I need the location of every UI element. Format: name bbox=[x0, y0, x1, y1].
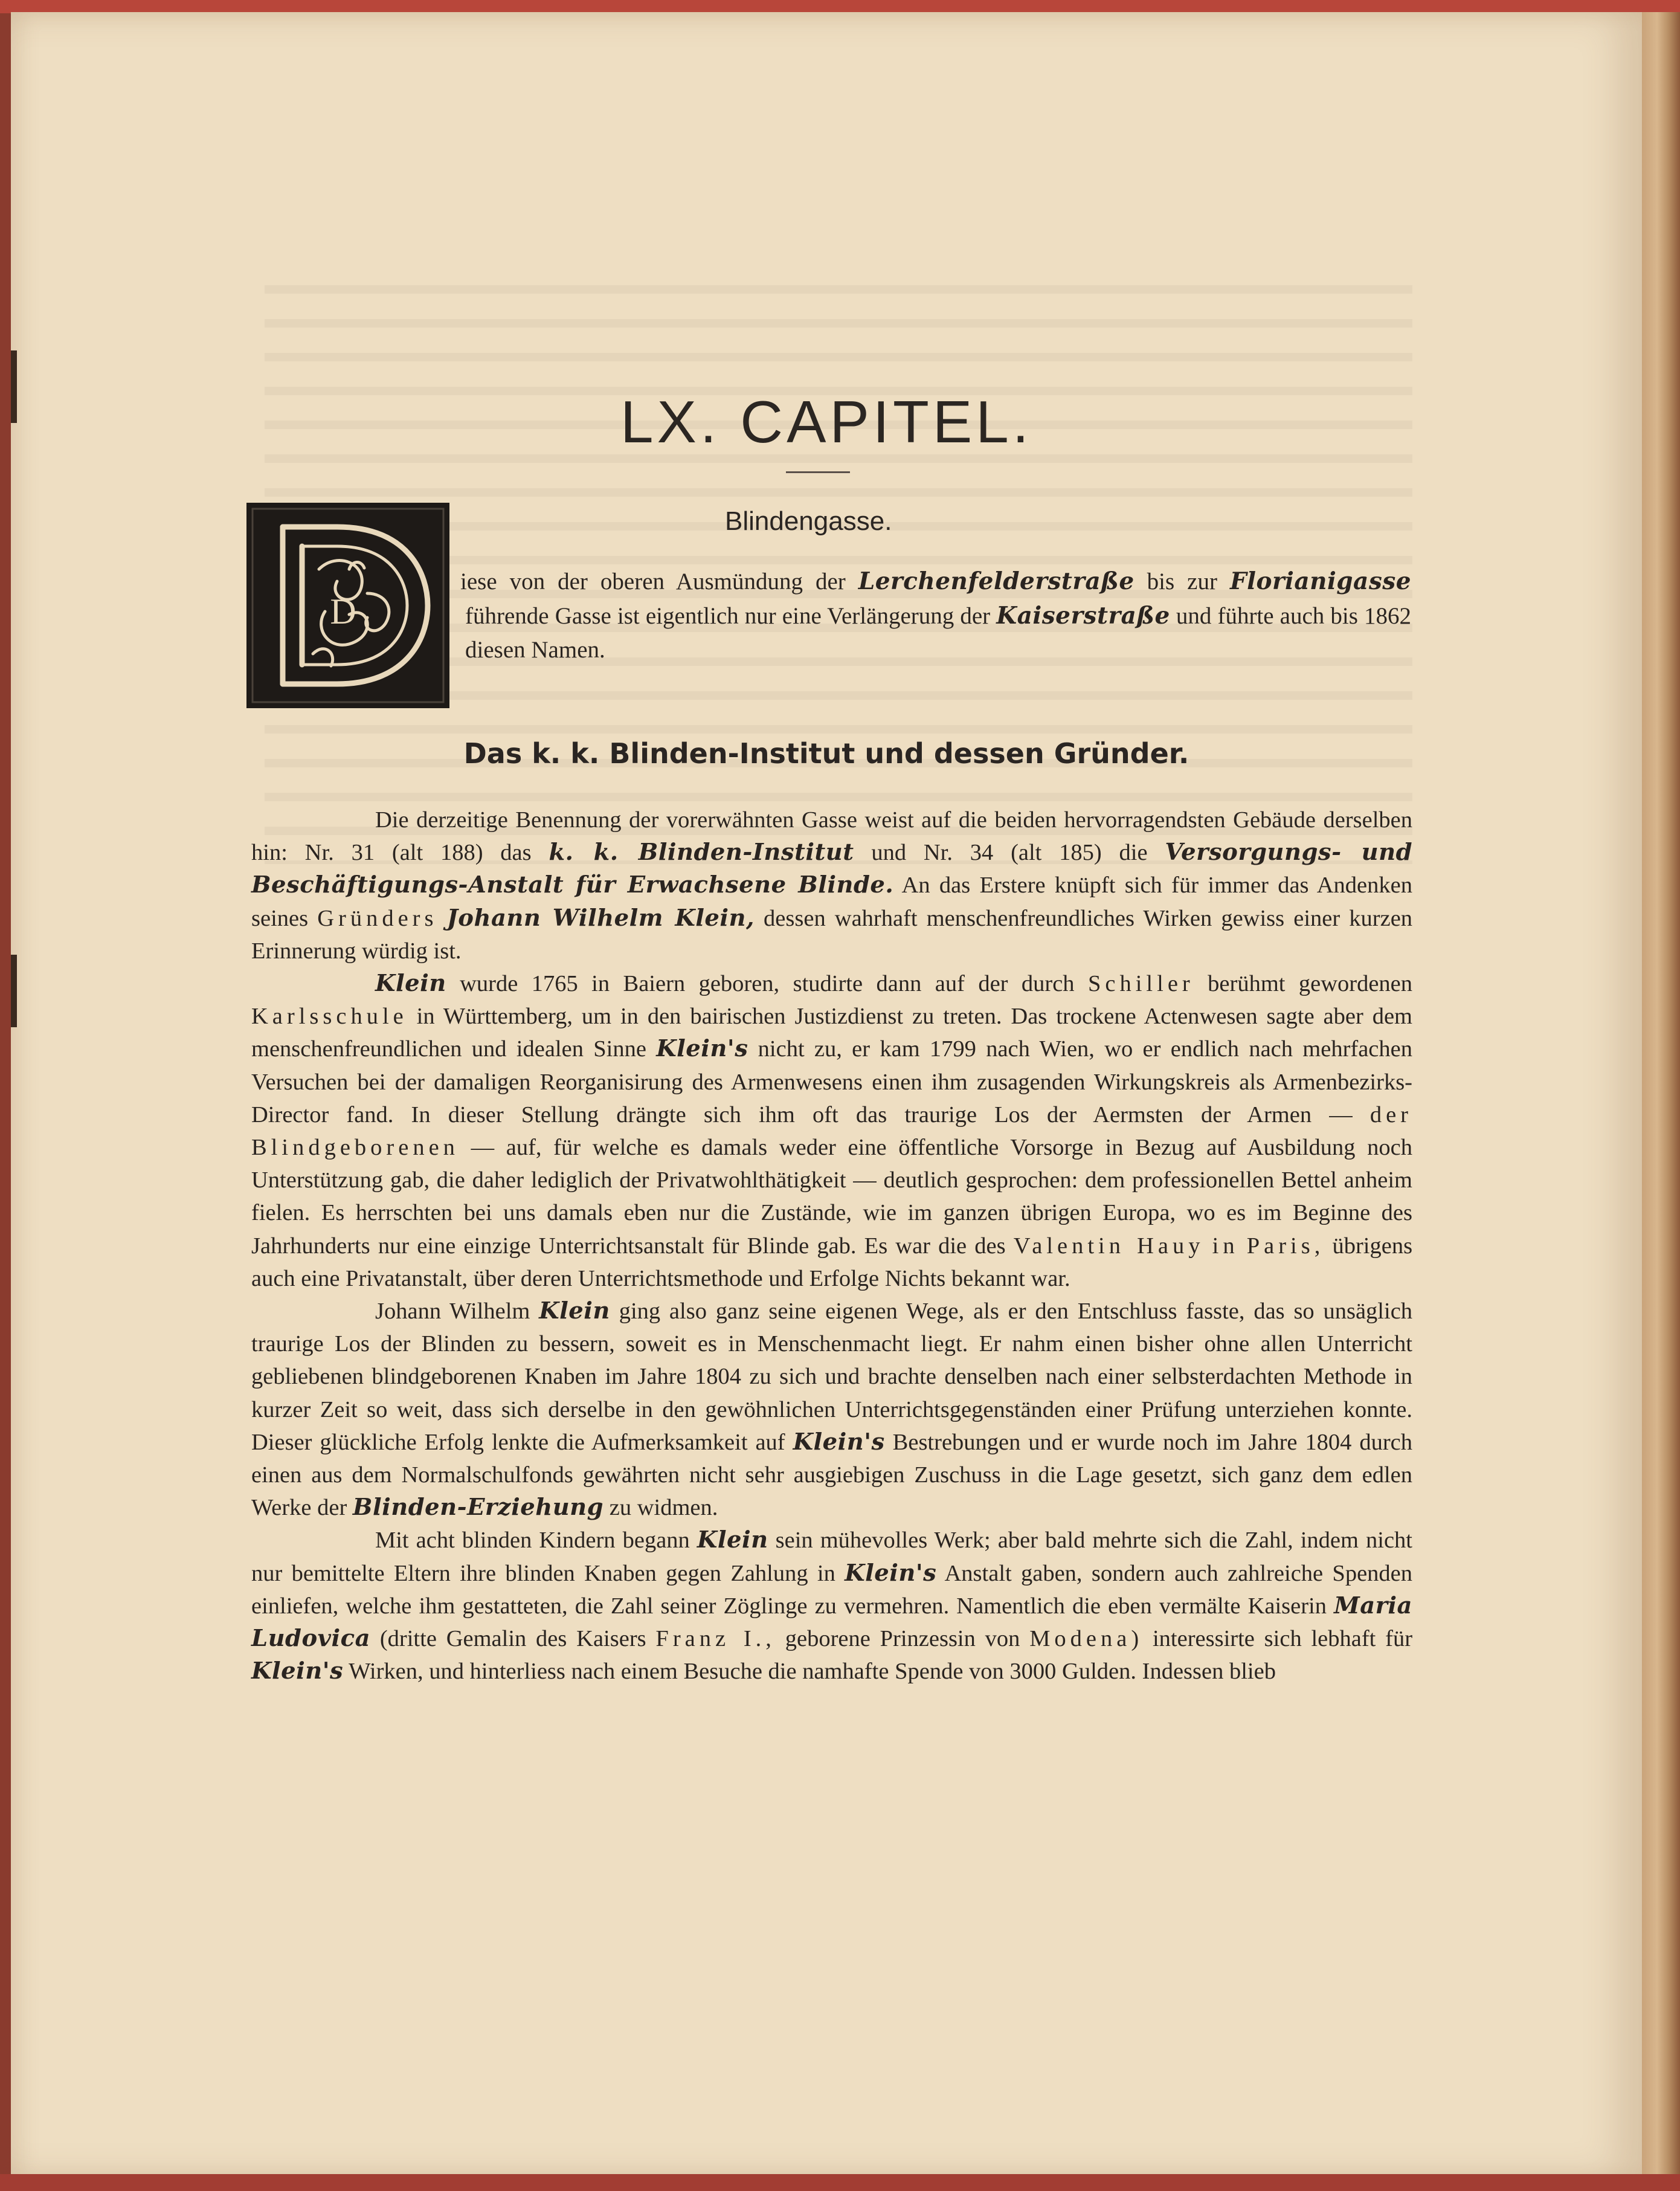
paragraph-4 bbox=[251, 1524, 1412, 1688]
text-run: interessirte sich lebhaft für bbox=[1152, 1626, 1413, 1652]
paragraph-1 bbox=[251, 804, 1412, 967]
text-run: ging also ganz seine eigenen Wege, als er den Entschluss fasste, das so unsäglich traurige Los der Blinden zu bessern, soweit es in Menschenmacht liegt. Er nahm einen bisher ohne allen Unterricht gebliebenen blindgeborenen Knaben im Jahre 1804 zu sich und brachte denselben nach einer selbsterdachten Methode in kurzer Zeit so weit, dass sich derselbe in den gewöhnlichen Unterrichtsgegenständen einer Prüfung unterziehen konnte. Dieser glückliche Erfolg lenkte die Aufmerksamkeit auf bbox=[251, 1299, 1413, 1455]
text-run: dessen wahrhaft menschenfreundliches Wirken gewiss einer kurzen Erinnerung würdig ist. bbox=[251, 905, 1413, 964]
emphasis: Klein bbox=[539, 1297, 610, 1325]
text-run: nicht zu, er kam 1799 nach Wien, wo er endlich nach mehrfachen Versuchen bei der damaligen Reorganisirung des Armenwesens einen ihm zusagenden Wirkungskreis als Armenbezirks-Director fand. In dieser Stellung drängte sich ihm oft das traurige Los der Aermsten der Armen — bbox=[251, 1036, 1412, 1128]
paragraph-2 bbox=[251, 967, 1412, 1295]
street-name: Lerchenfelderstraße bbox=[858, 567, 1134, 595]
text-run: Die derzeitige Benennung der vorerwähnten Gasse weist auf die beiden hervorragendsten Gebäude derselben hin: Nr. 31 (alt 188) das bbox=[251, 807, 1412, 866]
emphasis: Klein bbox=[697, 1526, 768, 1554]
title-rule bbox=[786, 471, 850, 473]
chapter-title: LX. CAPITEL. bbox=[620, 389, 1032, 455]
spaced-text: Franz I., bbox=[655, 1626, 776, 1652]
text-run: sein mühevolles Werk; aber bald mehrte sich die Zahl, indem nicht nur bemittelte Eltern ihre blinden Knaben gegen Zahlung in bbox=[251, 1528, 1412, 1586]
intro-paragraph bbox=[460, 564, 1412, 667]
paragraph-3 bbox=[251, 1295, 1412, 1524]
drop-cap-letter: D bbox=[330, 592, 356, 631]
text-run: berühmt gewordenen bbox=[1208, 971, 1413, 997]
spaced-text: Gründers bbox=[317, 905, 438, 931]
emphasis: Maria Ludovica bbox=[251, 1592, 1412, 1653]
intro-text: iese von der oberen Ausmündung der bbox=[460, 569, 846, 595]
text-run: Mit acht blinden Kindern begann bbox=[375, 1528, 690, 1554]
emphasis: Klein's bbox=[656, 1035, 748, 1063]
ornamental-initial-d bbox=[246, 503, 449, 708]
street-name: Kaiserstraße bbox=[996, 602, 1170, 630]
body-text bbox=[251, 804, 1412, 1688]
spaced-text: Modena) bbox=[1029, 1626, 1144, 1652]
book-cover-top bbox=[0, 0, 1680, 13]
text-run: Bestrebungen und er wurde noch im Jahre 1804 durch einen aus dem Normalschulfonds gewährten nicht sehr ausgiebigen Zuschuss in die Lage gesetzt, sich ganz dem edlen Werke der bbox=[251, 1429, 1413, 1521]
emphasis: Klein bbox=[375, 970, 446, 998]
text-run: — auf, für welche es damals weder eine öffentliche Vorsorge in Bezug auf Ausbildung noch Unterstützung gab, die daher lediglich der Privatwohlthätigkeit — deutlich gesprochen: dem professionellen Bettel anheim fielen. Es herrschten bei uns damals eben nur die Zustände, wie im ganzen übrigen Europa, wo es im Beginne des Jahrhunderts nur eine einzige Unterrichtsanstalt für Blinde gab. Es war die des bbox=[251, 1135, 1412, 1259]
intro-text: und führte auch bis 1862 diesen Namen. bbox=[465, 603, 1411, 663]
book-page bbox=[11, 12, 1642, 2178]
intro-text: bis zur bbox=[1147, 569, 1217, 595]
spaced-text: Karlsschule bbox=[251, 1004, 408, 1030]
emphasis: Versorgungs- und Beschäftigungs-Anstalt für Erwachsene Blinde. bbox=[251, 839, 1413, 899]
text-run: in Württemberg, um in den bairischen Justizdienst zu treten. Das trockene Actenwesen sagte aber dem menschenfreundlichen und idealen Sinne bbox=[251, 1004, 1412, 1062]
subheading: Das k. k. Blinden-Institut und dessen Gründer. bbox=[463, 737, 1189, 770]
text-run: (dritte Gemalin des Kaisers bbox=[379, 1626, 646, 1652]
spaced-text: Valentin Hauy bbox=[1013, 1233, 1205, 1259]
text-run: und Nr. 34 (alt 185) die bbox=[871, 840, 1148, 866]
emphasis: Klein's bbox=[793, 1428, 885, 1456]
text-run: Anstalt gaben, sondern auch zahlreiche Spenden einliefen, welche ihm gestatteten, die Zahl seiner Zöglinge zu vermehren. Namentlich die eben vermälte Kaiserin bbox=[251, 1560, 1413, 1619]
binding-mark bbox=[11, 955, 17, 1027]
section-title: Blindengasse. bbox=[725, 506, 892, 536]
emphasis: Klein's bbox=[251, 1657, 344, 1685]
spaced-text: in bbox=[1212, 1233, 1239, 1259]
text-run: wurde 1765 in Baiern geboren, studirte dann auf der durch bbox=[460, 971, 1075, 997]
book-cover-bottom bbox=[0, 2174, 1680, 2191]
text-run: Wirken, und hinterliess nach einem Besuche die namhafte Spende von 3000 Gulden. Indessen blieb bbox=[349, 1659, 1276, 1685]
emphasis: Klein's bbox=[845, 1559, 937, 1587]
text-run: geborene Prinzessin von bbox=[785, 1626, 1020, 1652]
spaced-text: Schiller bbox=[1087, 971, 1194, 997]
page-edge bbox=[1642, 12, 1680, 2178]
street-name: Florianigasse bbox=[1229, 567, 1412, 595]
spaced-text: Paris, bbox=[1246, 1233, 1325, 1259]
text-run: An das Erstere knüpft sich für immer das Andenken seines bbox=[251, 873, 1412, 931]
text-run: zu widmen. bbox=[609, 1495, 718, 1521]
spaced-text: der Blindgeborenen bbox=[251, 1102, 1412, 1161]
emphasis: Johann Wilhelm Klein, bbox=[446, 904, 755, 932]
text-run: Johann Wilhelm bbox=[375, 1299, 530, 1325]
intro-text: führende Gasse ist eigentlich nur eine Verlängerung der bbox=[465, 603, 991, 629]
emphasis: Blinden-Erziehung bbox=[352, 1494, 604, 1521]
text-run: übrigens auch eine Privatanstalt, über deren Unterrichtsmethode und Erfolge Nichts bekannt war. bbox=[251, 1233, 1413, 1291]
emphasis: k. k. Blinden-Institut bbox=[549, 839, 854, 866]
